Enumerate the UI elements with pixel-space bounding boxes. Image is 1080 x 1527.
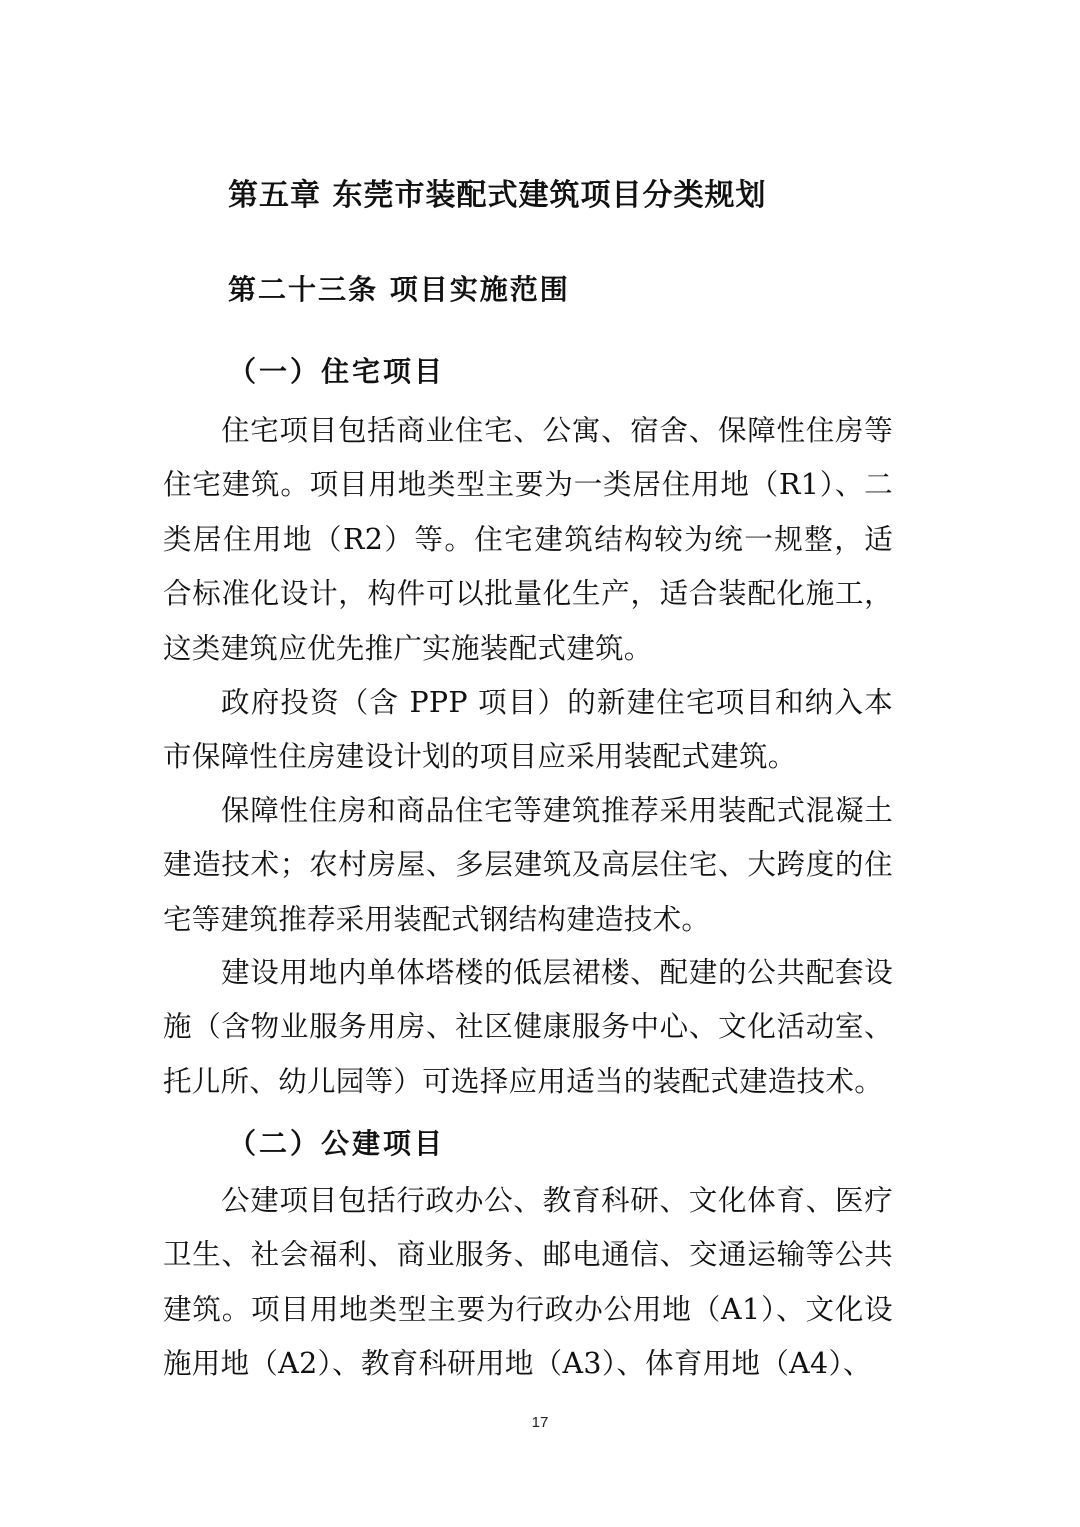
page-number: 17 [531,1414,549,1431]
chapter-title: 第五章 东莞市装配式建筑项目分类规划 [228,178,767,213]
paragraph-recommended-technology: 保障性住房和商品住宅等建筑推荐采用装配式混凝土建造技术；农村房屋、多层建筑及高层住宅、大跨度的住宅等建筑推荐采用装配式钢结构建造技术。 [163,794,893,936]
paragraph-podium-facilities: 建设用地内单体塔楼的低层裙楼、配建的公共配套设施（含物业服务用房、社区健康服务中心、文化活动室、托儿所、幼儿园等）可选择应用适当的装配式建造技术。 [163,956,893,1098]
article-title: 第二十三条 项目实施范围 [228,273,570,306]
section-heading-residential: （一）住宅项目 [228,355,446,388]
paragraph-public-buildings-scope: 公建项目包括行政办公、教育科研、文化体育、医疗卫生、社会福利、商业服务、邮电通信、交通运输等公共建筑。项目用地类型主要为行政办公用地（A1）、文化设施用地（A2）、教育科研用地（A3）、体育用地（A4）、 [163,1184,893,1381]
section-heading-public-buildings: （二）公建项目 [228,1127,446,1160]
paragraph-residential-scope: 住宅项目包括商业住宅、公寓、宿舍、保障性住房等住宅建筑。项目用地类型主要为一类居住用地（R1）、二类居住用地（R2）等。住宅建筑结构较为统一规整，适合标准化设计，构件可以批量化生产，适合装配化施工，这类建筑应优先推广实施装配式建筑。 [163,414,893,665]
paragraph-government-investment: 政府投资（含 PPP 项目）的新建住宅项目和纳入本市保障性住房建设计划的项目应采用装配式建筑。 [163,686,893,774]
